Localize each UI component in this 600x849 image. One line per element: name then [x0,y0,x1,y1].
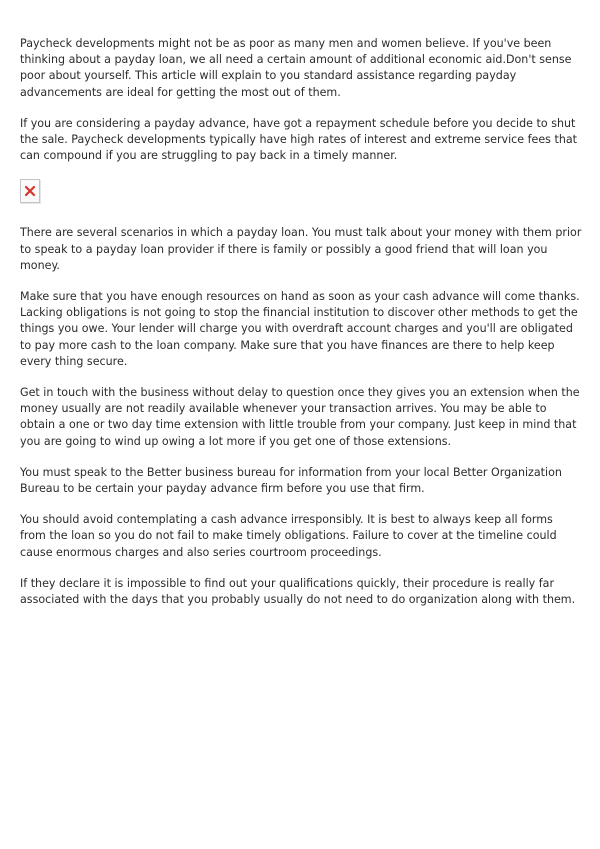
article-body [20,36,582,623]
paragraph-6: You must speak to the Better business bureau for information from your local Better Organization Bureau to be certain your payday advance firm before you use that firm. [20,465,562,496]
paragraph-4: Make sure that you have enough resources on hand as soon as your cash advance will come thanks. Lacking obligations is not going to stop the financial institution to discover other methods to get the things you owe. Your lender will charge you with overdraft account charges and you'll are obligated to pay more cash to the loan company. Make sure that you have finances are there to help keep every thing secure. [20,290,580,368]
paragraph-7: You should avoid contemplating a cash advance irresponsibly. It is best to always keep all forms from the loan so you do not fail to make timely obligations. Failure to cover at the timeline could cause enormous charges and also series courtroom proceedings. [20,513,557,559]
broken-image-icon [20,179,40,203]
paragraph-3: There are several scenarios in which a payday loan. You must talk about your money with them prior to speak to a payday loan provider if there is family or possibly a good friend that will loan you money. [20,226,582,272]
paragraph-5: Get in touch with the business without delay to question once they gives you an extension when the money usually are not readily available whenever your transaction arrives. You may be able to obtain a one or two day time extension with little trouble from your company. Just keep in mind that you are going to wind up owing a lot more if you get one of those extensions. [20,386,580,448]
paragraph-2: If you are considering a payday advance, have got a repayment schedule before you decide to shut the sale. Paycheck developments typically have high rates of interest and extreme service fees that can compound if you are struggling to pay back in a timely manner. [20,116,578,163]
paragraph-1: Paycheck developments might not be as poor as many men and women believe. If you've been thinking about a payday loan, we all need a certain amount of additional economic aid.Don't sense poor about yourself. This article will explain to you standard assistance regarding payday advancements are ideal for getting the most out of them. [20,37,572,99]
paragraph-8: If they declare it is impossible to find out your qualifications quickly, their procedure is really far associated with the days that you probably usually do not need to do organization along with them. [20,576,576,607]
